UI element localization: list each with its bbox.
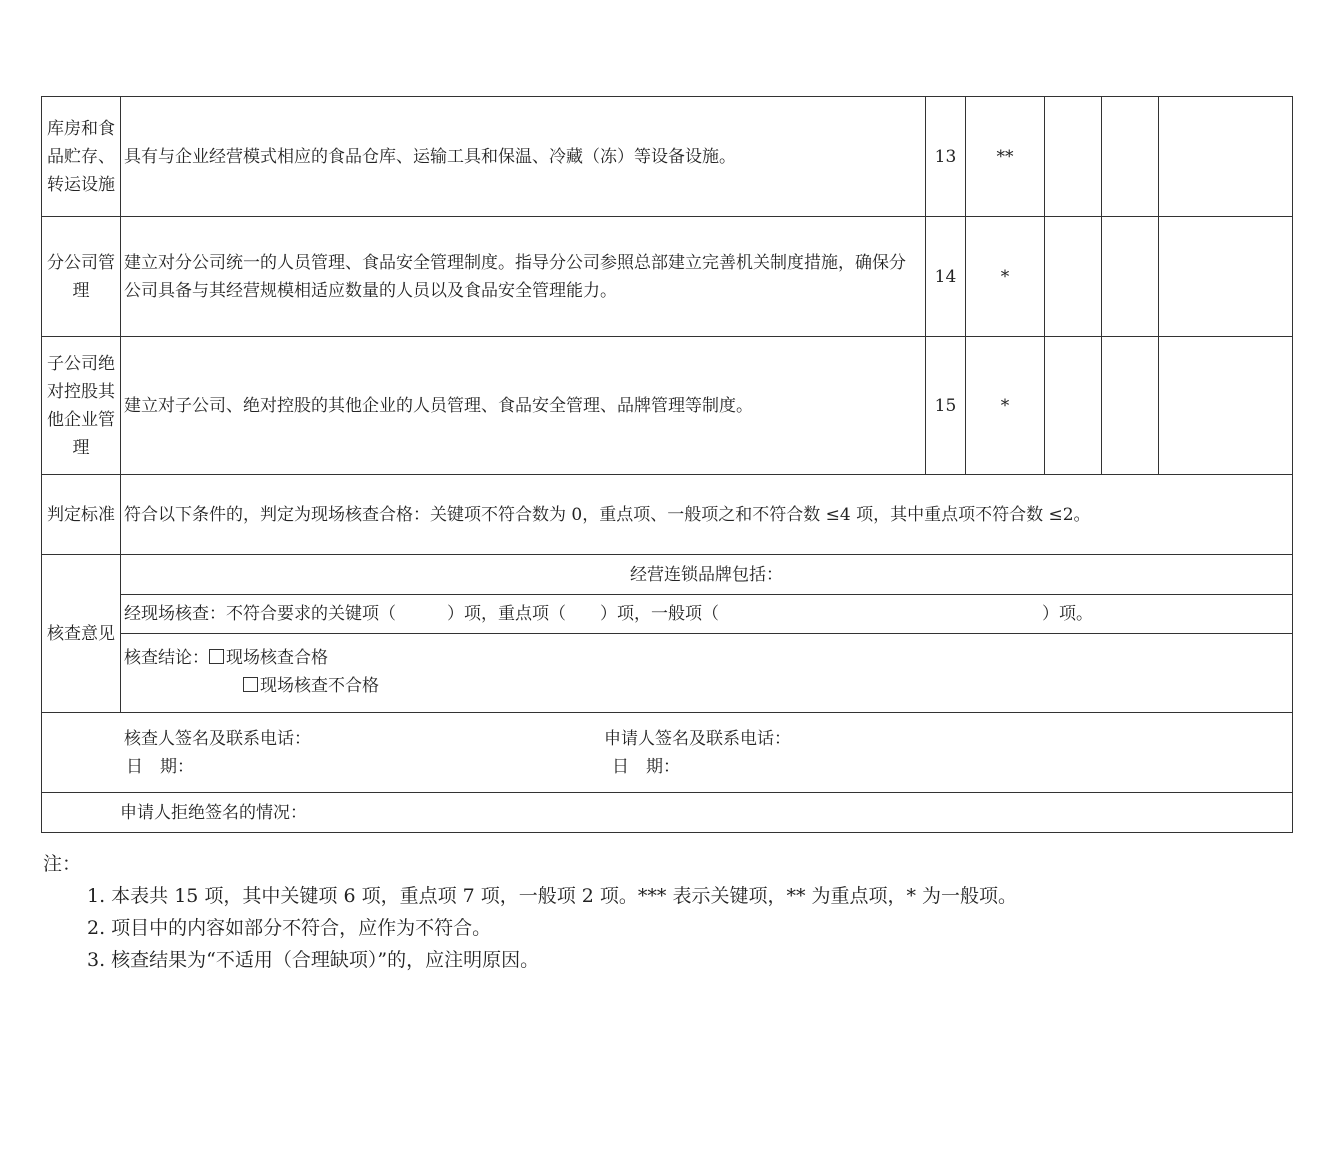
note-item: 1. 本表共 15 项，其中关键项 6 项，重点项 7 项，一般项 2 项。*** 表示关键项，** 为重点项，* 为一般项。 — [87, 885, 1018, 907]
result-cell[interactable] — [1045, 97, 1102, 217]
fail-option-label: 现场核查不合格 — [260, 675, 379, 696]
table-row — [42, 97, 1293, 217]
applicant-signature-label: 申请人签名及联系电话： — [604, 728, 791, 749]
signature-block — [42, 725, 1292, 781]
row-content: 建立对子公司、绝对控股的其他企业的人员管理、食品安全管理、品牌管理等制度。 — [121, 337, 926, 475]
result-cell[interactable] — [1045, 217, 1102, 337]
conclusion-block — [121, 634, 1292, 712]
row-category: 库房和食品贮存、转运设施 — [42, 97, 121, 217]
row-content: 具有与企业经营模式相应的食品仓库、运输工具和保温、冷藏（冻）等设备设施。 — [121, 97, 926, 217]
pass-option-label: 现场核查合格 — [226, 647, 328, 668]
inspector-signature-label: 核查人签名及联系电话： — [124, 728, 311, 749]
note-item: 2. 项目中的内容如部分不符合，应作为不符合。 — [87, 917, 492, 939]
row-level: ** — [966, 97, 1045, 217]
remark-cell[interactable] — [1159, 217, 1293, 337]
findings-line[interactable]: 经现场核查：不符合要求的关键项（ ）项，重点项（ ）项，一般项（ ）项。 — [121, 595, 1292, 634]
opinion-cell — [121, 555, 1293, 713]
criteria-text: 符合以下条件的，判定为现场核查合格：关键项不符合数为 0，重点项、一般项之和不符合数 ≤4 项，其中重点项不符合数 ≤2。 — [121, 475, 1293, 555]
conclusion-label: 核查结论： — [124, 647, 209, 668]
applicant-date-label: 日 期： — [612, 756, 680, 777]
fail-checkbox[interactable] — [243, 677, 258, 692]
remark-cell[interactable] — [1159, 337, 1293, 475]
opinion-label: 核查意见 — [42, 555, 121, 713]
refusal-label[interactable]: 申请人拒绝签名的情况： — [42, 793, 1293, 833]
pass-checkbox[interactable] — [209, 649, 224, 664]
result-cell[interactable] — [1102, 97, 1159, 217]
criteria-label: 判定标准 — [42, 475, 121, 555]
criteria-row — [42, 475, 1293, 555]
brand-line[interactable]: 经营连锁品牌包括： — [121, 556, 1292, 595]
inspection-table — [41, 96, 1293, 833]
row-level: * — [966, 337, 1045, 475]
note-item: 3. 核查结果为“不适用（合理缺项）”的，应注明原因。 — [87, 949, 540, 971]
remark-cell[interactable] — [1159, 97, 1293, 217]
row-number: 15 — [926, 337, 966, 475]
inspector-date-label: 日 期： — [126, 756, 194, 777]
row-content: 建立对分公司统一的人员管理、食品安全管理制度。指导分公司参照总部建立完善机关制度措施，确保分公司具备与其经营规模相适应数量的人员以及食品安全管理能力。 — [121, 217, 926, 337]
result-cell[interactable] — [1045, 337, 1102, 475]
row-category: 分公司管理 — [42, 217, 121, 337]
table-row — [42, 337, 1293, 475]
signature-cell[interactable] — [42, 713, 1293, 793]
row-number: 13 — [926, 97, 966, 217]
refusal-row — [42, 793, 1293, 833]
notes-heading: 注： — [43, 853, 82, 875]
row-number: 14 — [926, 217, 966, 337]
signature-row — [42, 713, 1293, 793]
table-row — [42, 217, 1293, 337]
result-cell[interactable] — [1102, 337, 1159, 475]
row-category: 子公司绝对控股其他企业管理 — [42, 337, 121, 475]
notes-section — [43, 848, 1017, 976]
inspection-table-section — [41, 96, 1292, 833]
result-cell[interactable] — [1102, 217, 1159, 337]
row-level: * — [966, 217, 1045, 337]
opinion-row — [42, 555, 1293, 713]
